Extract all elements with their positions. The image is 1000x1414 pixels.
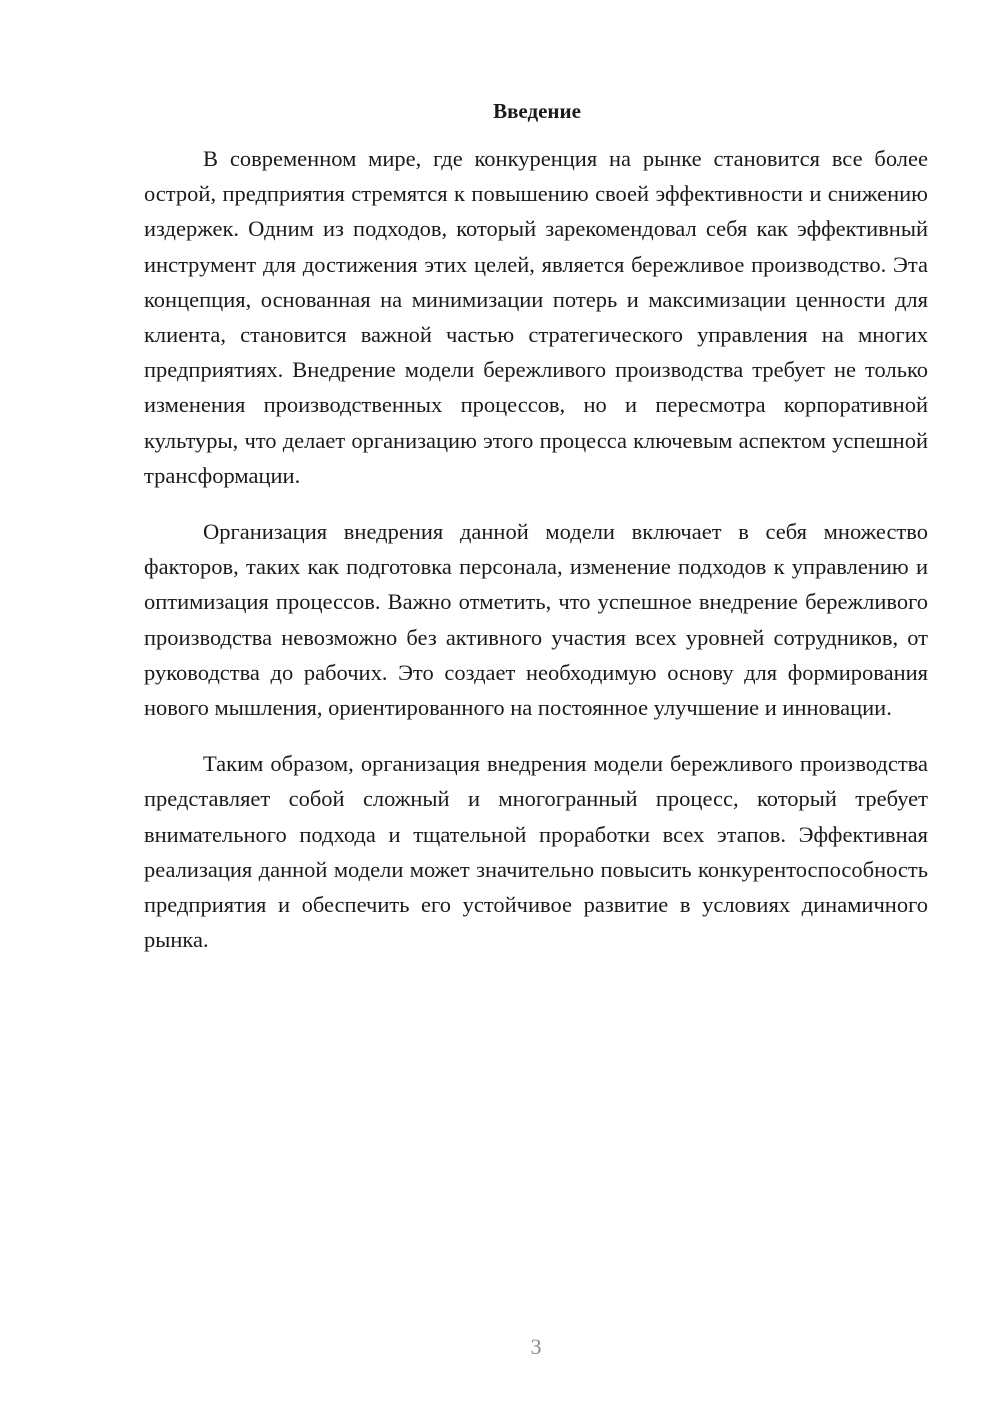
page-number: 3 xyxy=(530,1334,542,1359)
document-body xyxy=(144,95,928,957)
section-title: Введение xyxy=(493,99,581,123)
paragraph-1: В современном мире, где конкуренция на рынке становится все более острой, предприятия стремятся к повышению своей эффективности и снижению издержек. Одним из подходов, который зарекомендовал себя как эффективный инструмент для достижения этих целей, является бережливое производство. Эта концепция, основанная на минимизации потерь и максимизации ценности для клиента, становится важной частью стратегического управления на многих предприятиях. Внедрение модели бережливого производства требует не только изменения производственных процессов, но и пересмотра корпоративной культуры, что делает организацию этого процесса ключевым аспектом успешной трансформации. xyxy=(144,146,928,488)
paragraph-3: Таким образом, организация внедрения модели бережливого производства представляет собой сложный и многогранный процесс, который требует внимательного подхода и тщательной проработки всех этапов. Эффективная реализация данной модели может значительно повысить конкурентоспособность предприятия и обеспечить его устойчивое развитие в условиях динамичного рынка. xyxy=(144,751,928,953)
paragraph-2: Организация внедрения данной модели включает в себя множество факторов, таких как подготовка персонала, изменение подходов к управлению и оптимизация процессов. Важно отметить, что успешное внедрение бережливого производства невозможно без активного участия всех уровней сотрудников, от руководства до рабочих. Это создает необходимую основу для формирования нового мышления, ориентированного на постоянное улучшение и инновации. xyxy=(144,519,928,721)
